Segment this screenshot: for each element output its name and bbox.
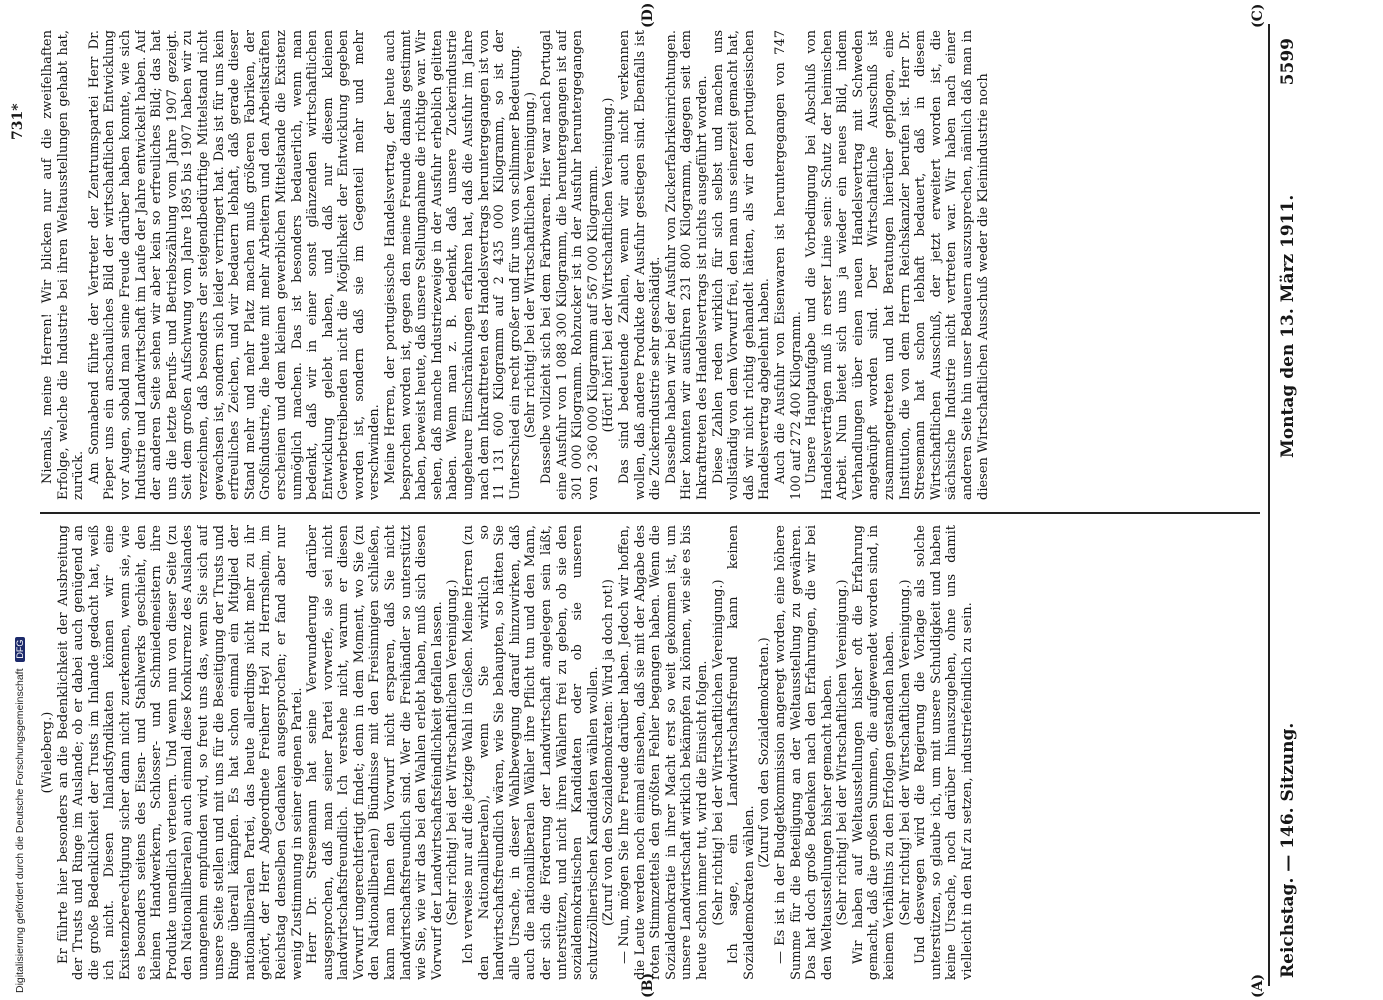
page-footer-number: 731* xyxy=(10,103,26,140)
column-divider xyxy=(40,513,1260,515)
right-paragraph: (Hört! hört! bei der Wirtschaftlichen Vereinigung.) xyxy=(601,97,617,433)
right-paragraph: Auch die Ausfuhr von Eisenwaren ist heruntergegangen von 747 100 auf 272 400 Kilogramm. xyxy=(772,30,804,500)
header-date: Montag den 13. März 1911. xyxy=(1278,194,1298,458)
right-paragraph: Am Sonnabend führte der Vertreter der Zentrumspartei Herr Dr. Pieper uns ein anschauliches Bild der wirtschaftlichen Entwicklung vor Augen, sobald man seine Freude darüber haben konnte, wie sich Industrie und Landwirtschaft im Laufe der Jahre entwickelt haben. Auf der anderen Seite sehen wir aber kein so erfreuliches Bild; das hat uns die letzte Berufs- und Betriebszählung vom Jahre 1907 gezeigt. Seit dem großen Aufschwung vom Jahre 1895 bis 1907 haben wir zu verzeichnen, daß besonders der steigendbedürftige Mittelstand nicht gewachsen ist, sondern sich leider verringert hat. Das ist für uns kein erfreuliches Zeichen, und wir bedauern lebhaft, daß gerade dieser Stand mehr und mehr Platz machen muß größeren Fabriken, der Großindustrie, die heute mit mehr Arbeitern und den Arbeitskräften erscheinen und dem kleinen gewerblichen Mittelstande die Existenz unmöglich machen. Das ist besonders bedauerlich, wenn man bedenkt, daß wir in einer sonst glänzenden wirtschaftlichen Entwicklung gelebt haben, und daß nur diesem kleinen Gewerbetreibenden nicht die Möglichkeit der Entwicklung gegeben worden ist, sondern daß sie im Gegenteil mehr und mehr verschwinden. xyxy=(86,30,383,500)
header-left: Reichstag. — 146. Sitzung. xyxy=(1278,722,1298,978)
left-paragraph: — Nun, mögen Sie Ihre Freude darüber haben. Jedoch wir hoffen, die Leute werden noch einmal einsehen, daß sie mit der Abgabe des roten Stimmzettels den größten Fehler begangen haben. Wenn die Sozialdemokratie in ihrer Macht erst so weit gekommen ist, um unsere Landwirtschaft wirklich bekämpfen zu können, wie sie es bis heute schon immer tut, wird die Einsicht folgen. xyxy=(616,525,710,980)
left-column xyxy=(40,525,1265,980)
right-paragraph: Dasselbe haben wir bei der Ausfuhr von Zuckerfabrikeinrichtungen. Hier konnten wir ausführen 231 800 Kilogramm, dagegen seit dem Inkrafttreten des Handelsvertrags ist nichts ausgeführt worden. xyxy=(663,30,710,500)
left-paragraph: Und deswegen wird die Regierung die Vorlage als solche unterstützen, so glaube ich, um mit unsere Schuldigkeit und haben keine Ursache, noch darüber hinauszugehen, ohne uns damit vielleicht in den Ruf zu setzen, industriefeindlich zu sein. xyxy=(913,525,976,980)
speaker-name: (Wieleberg.) xyxy=(40,711,55,794)
header-page-number: 5599 xyxy=(1278,38,1298,86)
left-paragraph: (Zuruf von den Sozialdemokraten: Wird ja doch rot!) xyxy=(601,578,617,927)
right-column xyxy=(40,30,1265,500)
right-paragraph: Unsere Hauptaufgabe und die Vorbedingung bei Abschluß von Handelsverträgen muß in erster Linie sein: Schutz der heimischen Arbeit. Nun bietet sich uns ja wieder ein neues Bild, indem Verhandlungen über einen neuen Handelsvertrag mit Schweden angeknüpft worden sind. Der Wirtschaftliche Ausschuß ist zusammengetreten und hat Beratungen hierüber gepflogen, eine Institution, die von dem Herrn Reichskanzler berufen ist. Herr Dr. Stresemann hat schon lebhaft bedauert, daß in diesem Wirtschaftlichen Ausschuß, der jetzt erweitert worden ist, die sächsische Industrie nicht vertreten war. Wir haben nach einer anderen Seite hin unser Bedauern auszusprechen, nämlich daß man in diesen Wirtschaftlichen Ausschuß weder die Kleinindustrie noch xyxy=(804,30,991,500)
left-paragraph: (Sehr richtig! bei der Wirtschaftlichen Vereinigung.) xyxy=(835,579,851,926)
dfg-logo: DFG xyxy=(15,637,25,662)
margin-letter-a: (A) xyxy=(1250,973,1266,998)
margin-letter-d: (D) xyxy=(640,2,656,28)
left-paragraph: (Sehr richtig! bei der Wirtschaftlichen Vereinigung.) xyxy=(897,579,913,926)
right-paragraph: (Sehr richtig! bei der Wirtschaftlichen Vereinigung.) xyxy=(523,91,539,439)
left-paragraph: Ich verweise nur auf die jetzige Wahl in Gießen. Meine Herren (zu den Nationalliberalen), wenn Sie wirklich so landwirtschaftsfreundlich wären, wie Sie behaupten, so hätten Sie alle Ursache, in dieser Wahlbewegung darauf hinzuwirken, daß auch die nationalliberalen Wähler ihre Pflicht tun und den Mann, der sich die Förderung der Landwirtschaft angelegen sein läßt, unterstützen, und nicht ihren Wählern frei zu geben, ob sie den sozialdemokratischen Kandidaten oder ob sie unseren schutzzöllnerischen Kandidaten wählen wollen. xyxy=(461,525,601,980)
left-paragraph: Ich sage, ein Landwirtschaftsfreund kann keinen Sozialdemokraten wählen. xyxy=(726,525,757,980)
left-paragraph: (Zuruf von den Sozialdemokraten.) xyxy=(757,637,773,868)
right-paragraph: Das sind bedeutende Zahlen, wenn wir auch nicht verkennen wollen, daß andere Produkte der Ausfuhr gestiegen sind. Ebenfalls ist die Zuckerindustrie sehr geschädigt. xyxy=(616,30,664,500)
left-paragraph: Herr Dr. Stresemann hat seine Verwunderung darüber ausgesprochen, daß man seiner Partei vorwerfe, sie sei nicht landwirtschaftsfreundlich. Ich verstehe nicht, warum er diesen Vorwurf ungerechtfertigt findet; denn in dem Moment, wo Sie (zu den Nationalliberalen) Bündnisse mit den Freisinnigen schließen, kann man Ihnen den Vorwurf nicht ersparen, daß Sie nicht landwirtschaftsfreundlich sind. Wer die Freihändler so unterstützt wie Sie, wie wir das bei den Wahlen erlebt haben, muß sich diesen Vorwurf der Landwirtschaftsfeindlichkeit gefallen lassen. xyxy=(305,525,445,980)
right-paragraph: Diese Zahlen reden wirklich für sich selbst und machen uns vollständig von dem Vorwurf frei, den man uns seinerzeit gemacht hat, daß wir nicht richtig gehandelt hätten, als wir den portugiesischen Handelsvertrag abgelehnt haben. xyxy=(710,30,773,500)
digitization-text: Digitalisierung gefördert durch die Deutsche Forschungsgemeinschaft xyxy=(14,668,26,993)
left-paragraph: (Sehr richtig! bei der Wirtschaftlichen Vereinigung.) xyxy=(710,579,726,926)
margin-letter-b: (B) xyxy=(640,972,656,998)
left-paragraph: Wir haben auf Weltausstellungen bisher oft die Erfahrung gemacht, daß die großen Summen, die aufgewendet worden sind, in keinem Verhältnis zu den Erfolgen gestanden haben. xyxy=(850,525,898,980)
header-rule xyxy=(1268,24,1270,986)
right-paragraph: Dasselbe vollzieht sich bei dem Farbwaren. Hier war nach Portugal eine Ausfuhr von 1 088 300 Kilogramm, die heruntergegangen ist auf 301 000 Kilogramm. Rohzucker ist in der Ausfuhr heruntergegangen von 2 360 000 Kilogramm auf 567 000 Kilogramm. xyxy=(539,30,601,500)
margin-letter-c: (C) xyxy=(1250,3,1266,28)
right-paragraph: Meine Herren, der portugiesische Handelsvertrag, der heute auch besprochen worden ist, gegen den meine Freunde damals gestimmt haben, beweist heute, daß unsere Stellungnahme die richtige war. Wir sehen, daß manche Industriezweige in der Ausfuhr erheblich gelitten haben. Wenn man z. B. bedenkt, daß unsere Zuckerindustrie ungeheure Einschränkungen erfahren hat, daß die Ausfuhr im Jahre nach dem Inkrafttreten des Handelsvertrags heruntergegangen ist von 11 131 600 Kilogramm auf 2 435 000 Kilogramm, so ist der Unterschied ein recht großer und für uns von schlimmer Bedeutung. xyxy=(383,30,523,500)
right-paragraph: Niemals, meine Herren! Wir blicken nur auf die zweifelhaften Erfolge, welche die Industrie bei ihren Weltausstellungen gehabt hat, zurück. xyxy=(40,30,87,500)
page-header xyxy=(1278,38,1318,978)
left-paragraph: (Sehr richtig! bei der Wirtschaftlichen Vereinigung.) xyxy=(445,579,461,926)
left-paragraph: Er führte hier besonders an die Bedenklichkeit der Ausbreitung der Trusts und Ringe im Auslande; ob er dabei auch genügend an die große Bedenklichkeit der Trusts im Inlande gedacht hat, weiß ich nicht. Diesen Inlandsfyndikaten können wir eine Existenzberechtigung sicher dann nicht zuerkennen, wenn sie, wie es besonders seitens des Eisen- und Stahlwerks geschieht, den kleinen Handwerkern, Schlosser- und Schmiedemeistern ihre Produkte unendlich verteuern. Und wenn nun von dieser Seite (zu den Nationalliberalen) auch einmal diese Konkurrenz des Auslandes unangenehm empfunden wird, so freut uns das, wenn Sie sich auf unsere Seite stellen und mit uns für die Beseitigung der Trusts und Ringe überall kämpfen. Es hat schon einmal ein Mitglied der nationalliberalen Partei, das heute allerdings nicht mehr zu ihr gehört, der Herr Abgeordnete Freiherr Heyl zu Herrnsheim, im Reichstag denselben Gedanken ausgesprochen; er fand aber nur wenig Zustimmung in seiner eigenen Partei. xyxy=(55,525,305,980)
digitization-note xyxy=(14,637,26,993)
left-paragraph: — Es ist in der Budgetkommission angeregt worden, eine höhere Summe für die Beteiligung an der Weltausstellung zu gewähren. Das hat doch große Bedenken nach den Erfahrungen, die wir bei den Weltausstellungen bisher gemacht haben. xyxy=(772,525,835,980)
